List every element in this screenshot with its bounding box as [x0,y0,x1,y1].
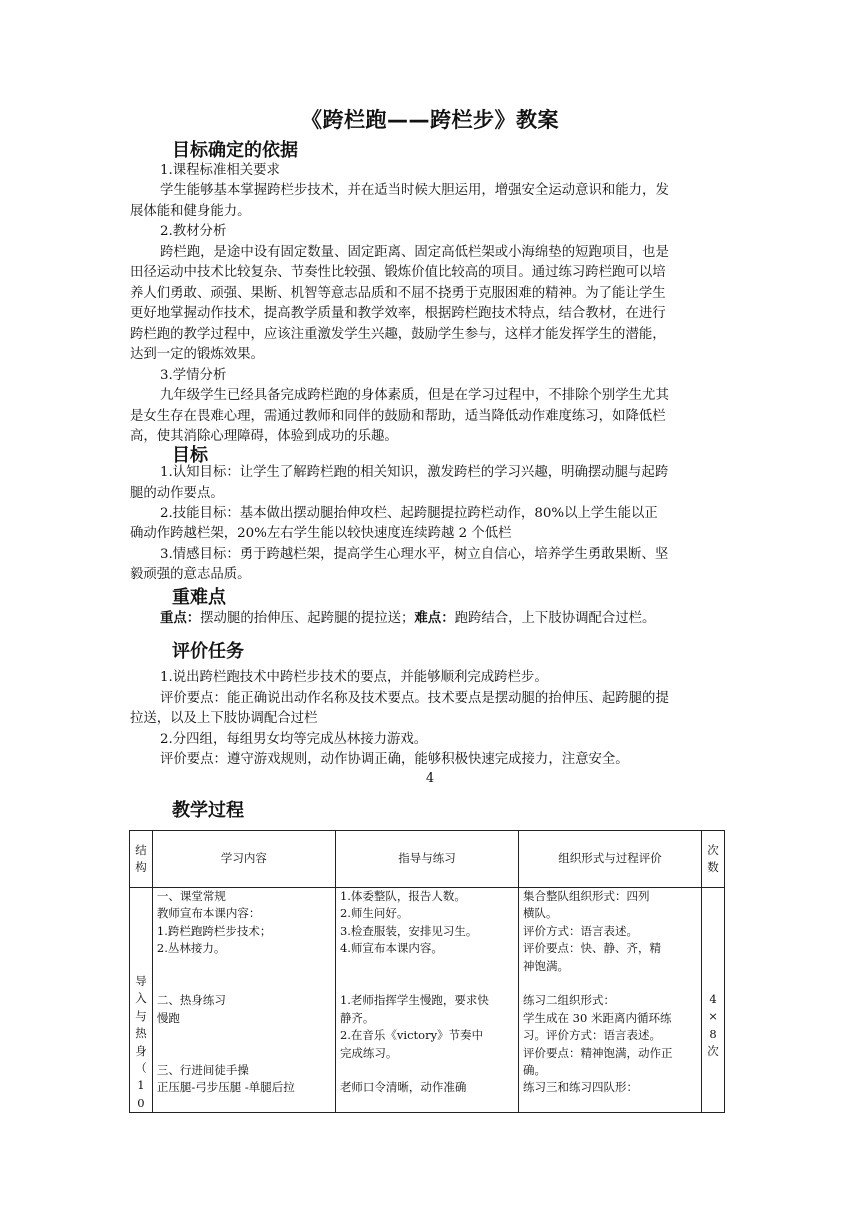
guide-lines: 1.体委整队，报告人数。 2.师生问好。 3.检查服装，安排见习生。 4.师宣布本课内容。 1.老师指挥学生慢跑，要求快 静齐。 2.在音乐《victory》节奏中 完成练习。 老师口令清晰，动作准确 [339,889,489,1095]
goal-1-line: 1.认知目标：让学生了解跨栏跑的相关知识，激发跨栏的学习兴趣，明确摆动腿与起跨 [160,465,669,480]
goal-2-line: 2.技能目标：基本做出摆动腿抬伸攻栏、起跨腿提拉跨栏动作，80%以上学生能以正 [160,506,658,521]
content-lines: 一、课堂常规 教师宣布本课内容： 1.跨栏跑跨栏步技术； 2.丛林接力。 二、热身练习 慢跑 三、行进间徒手操 正压腿-弓步压腿 -单腿后拉 [156,889,295,1095]
document-title: 《跨栏跑——跨栏步》教案 [301,108,559,132]
basis-s3-label: 3.学情分析 [160,368,227,383]
heading-goals: 目标 [172,445,208,466]
basis-s2-line: 跨栏跑，是途中设有固定数量、固定距离、固定高低栏架或小海绵垫的短跑项目，也是 [160,245,669,260]
header-count [702,831,725,888]
key-label: 重点： [160,610,201,626]
basis-s2-line: 跨栏跑的教学过程中，应该注重激发学生兴趣，鼓励学生参与，这样才能发挥学生的潜能， [130,327,666,342]
heading-basis: 目标确定的依据 [172,140,298,161]
guide-cell [335,888,518,1113]
basis-s1-line: 展体能和健身能力。 [130,204,251,219]
goal-3-line: 3.情感目标：勇于跨越栏架，提高学生心理水平，树立自信心，培养学生勇敢果断、坚 [160,547,669,562]
basis-s2-line: 更好地掌握动作技术，提高教学质量和教学效率，根据跨栏跑技术特点，结合教材，在进行 [130,306,666,321]
basis-s2-label: 2.教材分析 [160,224,227,239]
basis-s2-line: 达到一定的锻炼效果。 [130,347,264,362]
organization-cell [519,888,702,1113]
keypoints-line [160,608,730,630]
table-row [130,888,725,1113]
eval-task-1: 1.说出跨栏跑技术中跨栏步技术的要点，并能够顺利完成跨栏步。 [160,670,548,685]
basis-s3-line: 是女生存在畏难心理，需通过教师和同伴的鼓励和帮助，适当降低动作难度练习，如降低栏 [130,409,666,424]
difficulty-text: 跑跨结合，上下肢协调配合过栏。 [454,611,656,626]
header-structure-text: 结 构 [135,842,147,874]
table-header-row [130,831,725,888]
basis-s3-line: 高，使其消除心理障碍，体验到成功的乐趣。 [130,429,398,444]
count-label: 4 × 8 次 [707,992,719,1059]
structure-cell [130,888,153,1113]
goal-1-line: 腿的动作要点。 [130,486,224,501]
header-content: 学习内容 [152,831,335,888]
page-number: 4 [425,771,435,786]
header-count-text: 次 数 [707,842,719,874]
eval-task-2: 2.分四组，每组男女均等完成丛林接力游戏。 [160,732,428,747]
content-cell [152,888,335,1113]
eval-task-1-criteria: 拉送，以及上下肢协调配合过栏 [130,711,318,726]
basis-s3-line: 九年级学生已经具备完成跨栏跑的身体素质，但是在学习过程中，不排除个别学生尤其 [160,388,669,403]
header-structure [130,831,153,888]
eval-task-1-criteria: 评价要点：能正确说出动作名称及技术要点。技术要点是摆动腿的抬伸压、起跨腿的提 [160,691,669,706]
difficulty-label: 难点： [414,610,455,626]
heading-keypoints: 重难点 [172,587,226,608]
basis-s1-line: 学生能够基本掌握跨栏步技术，并在适当时候大胆运用，增强安全运动意识和能力，发 [160,183,669,198]
eval-task-2-criteria: 评价要点：遵守游戏规则，动作协调正确，能够积极快速完成接力，注意安全。 [160,752,629,767]
basis-s2-line: 养人们勇敢、顽强、果断、机智等意志品质和不屈不挠勇于克服困难的精神。为了能让学生 [130,286,666,301]
goal-3-line: 毅顽强的意志品质。 [130,567,251,582]
basis-s1-label: 1.课程标准相关要求 [160,163,280,178]
basis-s2-line: 田径运动中技术比较复杂、节奏性比较强、锻炼价值比较高的项目。通过练习跨栏跑可以培 [130,265,666,280]
structure-label: 导 入 与 热 身 （ 1 0 [135,974,147,1110]
heading-evaluation: 评价任务 [172,641,244,662]
heading-process: 教学过程 [172,800,244,821]
count-cell [702,888,725,1113]
organization-lines: 集合整队组织形式：四列 横队。 评价方式：语言表述。 评价要点：快、静、齐，精 神饱满。 练习二组织形式： 学生成在 30 米距离内循环练 习。评价方式：语言表述。 评价要点：精神饱满，动作正 确。 练习三和练习四队形： [523,889,673,1095]
header-organization: 组织形式与过程评价 [519,831,702,888]
header-guide: 指导与练习 [335,831,518,888]
key-text: 摆动腿的抬伸压、起跨腿的提拉送； [200,611,415,626]
teaching-process-table [129,830,725,1113]
goal-2-line: 确动作跨越栏架，20%左右学生能以较快速度连续跨越 2 个低栏 [130,526,512,541]
